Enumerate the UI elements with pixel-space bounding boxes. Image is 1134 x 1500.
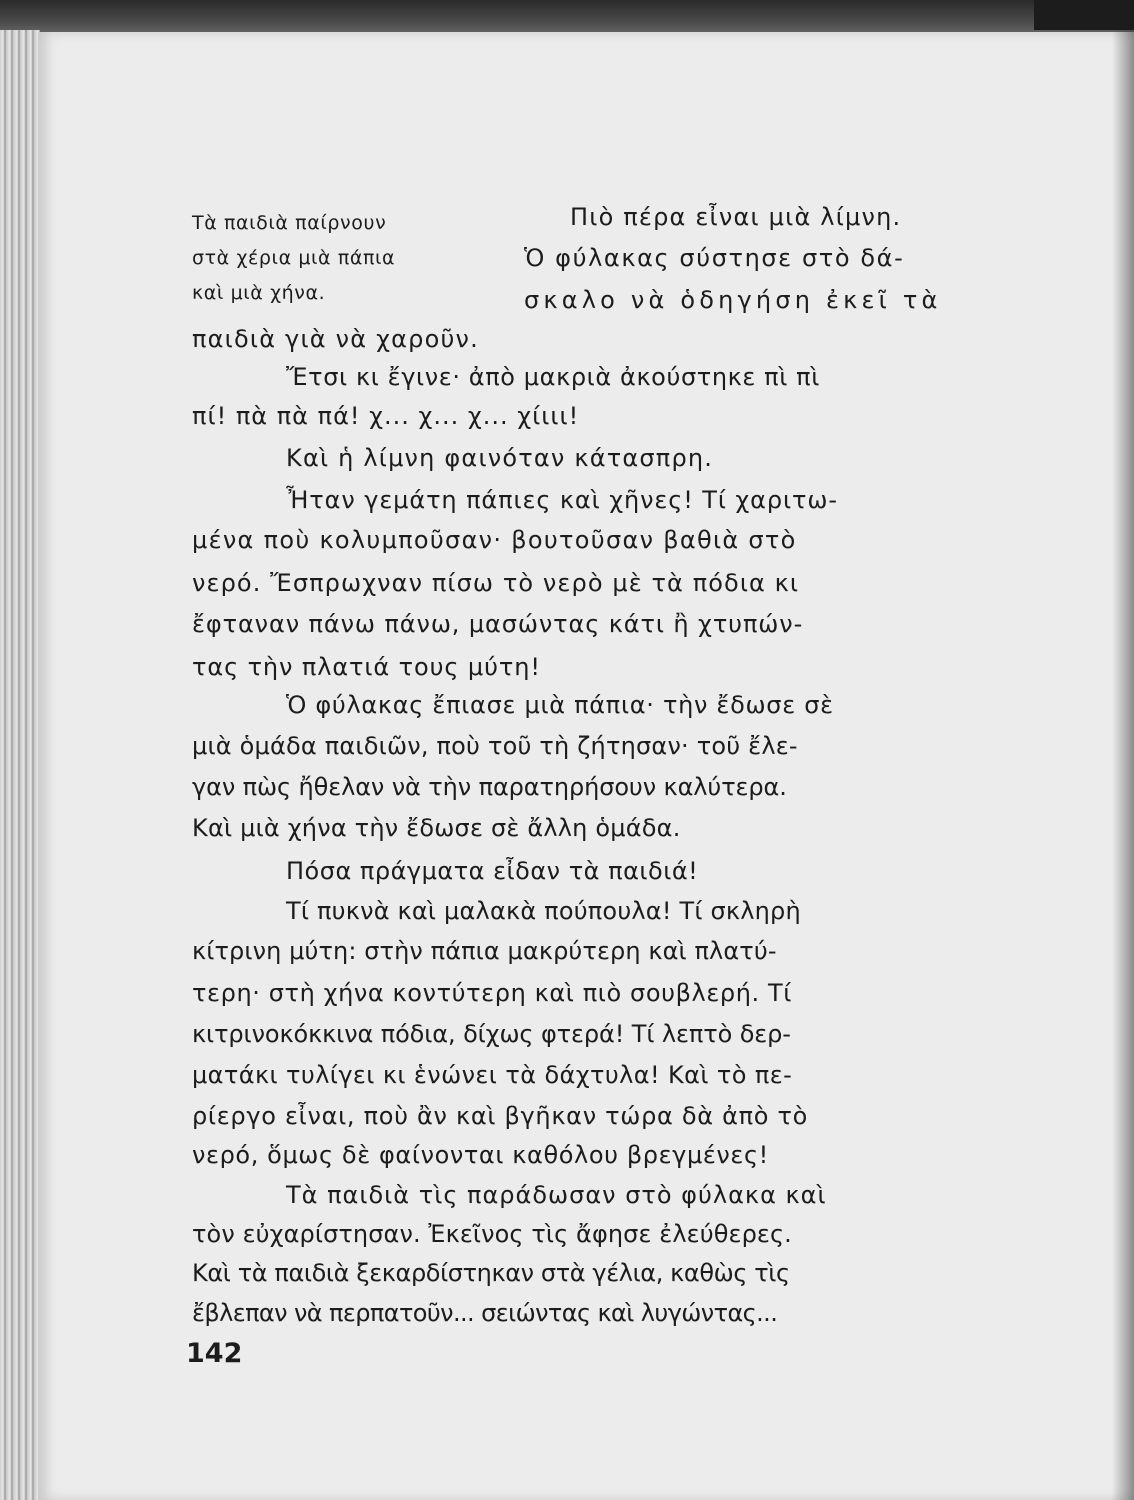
book-top-edge <box>0 0 1134 36</box>
text-line: Καὶ τὰ παιδιὰ ξεκαρδίστηκαν στὰ γέλια, καθὼς τὶς <box>192 1259 790 1287</box>
page-stack-edge <box>0 30 40 1500</box>
text-line: τερη· στὴ χήνα κοντύτερη καὶ πιὸ σουβλερή. Τί <box>192 979 792 1007</box>
text-line: σκαλο νὰ ὁδηγήση ἐκεῖ τὰ <box>524 286 942 314</box>
text-line: μιὰ ὁμάδα παιδιῶν, ποὺ τοῦ τὴ ζήτησαν· τοῦ ἔλε- <box>192 732 798 760</box>
text-line: τὸν εὐχαρίστησαν. Ἐκεῖνος τὶς ἄφησε ἐλεύθερες. <box>192 1220 792 1248</box>
text-line: κίτρινη μύτη: στὴν πάπια μακρύτερη καὶ πλατύ- <box>192 937 777 965</box>
text-line: τας τὴν πλατιά τους μύτη! <box>192 653 541 681</box>
text-line: Καὶ ἡ λίμνη φαινόταν κάτασπρη. <box>286 444 714 472</box>
text-line: Ἦταν γεμάτη πάπιες καὶ χῆνες! Τί χαριτω- <box>286 486 838 514</box>
text-line: πί! πὰ πὰ πά! χ... χ... χ... χίιιι! <box>192 402 580 430</box>
text-line: παιδιὰ γιὰ νὰ χαροῦν. <box>192 325 479 353</box>
text-line: Πιὸ πέρα εἶναι μιὰ λίμνη. <box>570 203 902 231</box>
margin-note <box>192 206 482 311</box>
margin-note-line: στὰ χέρια μιὰ πάπια <box>192 247 396 269</box>
text-line: Ὁ φύλακας σύστησε στὸ δά- <box>524 244 905 272</box>
text-line: ἔβλεπαν νὰ περπατοῦν... σειώντας καὶ λυγώντας... <box>192 1299 778 1327</box>
text-line: ματάκι τυλίγει κι ἑνώνει τὰ δάχτυλα! Καὶ τὸ πε- <box>192 1061 793 1089</box>
margin-note-line: Τὰ παιδιὰ παίρνουν <box>192 212 387 234</box>
text-line: ἔφταναν πάνω πάνω, μασώντας κάτι ἢ χτυπών- <box>192 610 804 638</box>
text-line: νερό. Ἔσπρωχναν πίσω τὸ νερὸ μὲ τὰ πόδια κι <box>192 569 800 597</box>
text-line: μένα ποὺ κολυμποῦσαν· βουτοῦσαν βαθιὰ στὸ <box>192 526 797 554</box>
text-line: νερό, ὅμως δὲ φαίνονται καθόλου βρεγμένες! <box>192 1141 769 1169</box>
text-line: Ὁ φύλακας ἔπιασε μιὰ πάπια· τὴν ἔδωσε σὲ <box>286 691 834 719</box>
text-line: Ἔτσι κι ἔγινε· ἀπὸ μακριὰ ἀκούστηκε πὶ πὶ <box>286 363 820 391</box>
page-number: 142 <box>186 1338 243 1369</box>
text-line: γαν πὼς ἤθελαν νὰ τὴν παρατηρήσουν καλύτερα. <box>192 773 787 801</box>
page-gutter-shadow <box>1112 30 1134 1500</box>
margin-note-line: καὶ μιὰ χήνα. <box>192 282 326 304</box>
text-line: Τί πυκνὰ καὶ μαλακὰ πούπουλα! Τί σκληρὴ <box>286 897 801 925</box>
text-line: Πόσα πράγματα εἶδαν τὰ παιδιά! <box>286 857 699 885</box>
text-line: Καὶ μιὰ χήνα τὴν ἔδωσε σὲ ἄλλη ὁμάδα. <box>192 814 681 842</box>
book-corner <box>1034 0 1134 30</box>
text-line: κιτρινοκόκκινα πόδια, δίχως φτερά! Τί λεπτὸ δερ- <box>192 1020 791 1048</box>
text-line: ρίεργο εἶναι, ποὺ ἂν καὶ βγῆκαν τώρα δὰ ἀπὸ τὸ <box>192 1102 809 1130</box>
text-line: Τὰ παιδιὰ τὶς παράδωσαν στὸ φύλακα καὶ <box>286 1181 827 1209</box>
